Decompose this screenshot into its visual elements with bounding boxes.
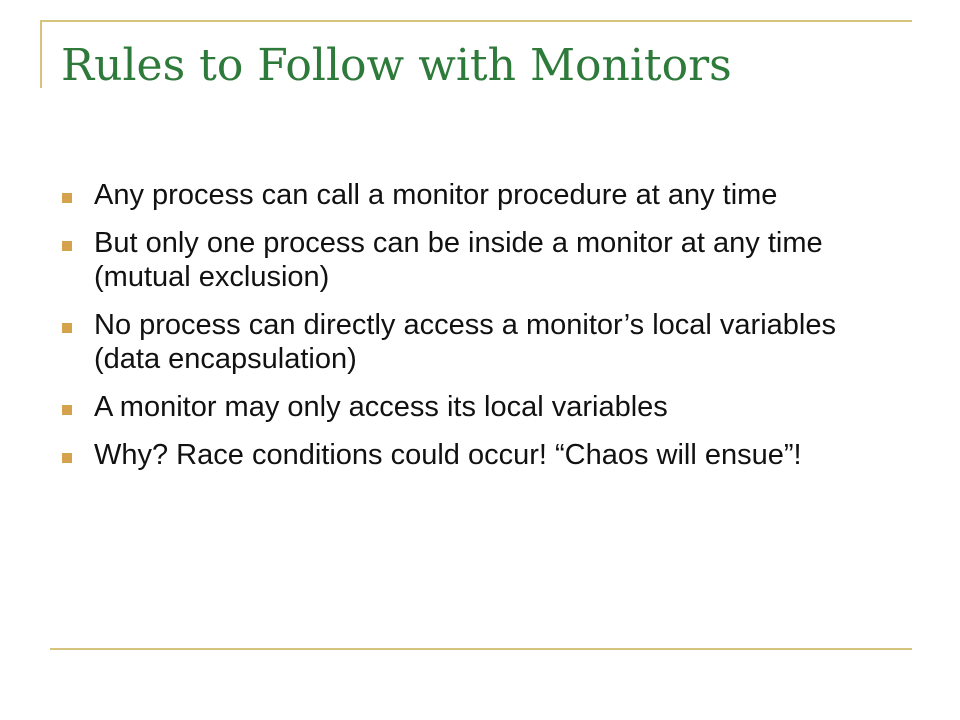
square-bullet-icon <box>62 453 72 463</box>
bullet-text: Any process can call a monitor procedure at any time <box>94 179 778 211</box>
bullet-list <box>60 178 910 486</box>
square-bullet-icon <box>62 241 72 251</box>
bullet-item <box>60 390 910 424</box>
slide-title: Rules to Follow with Monitors <box>61 40 732 91</box>
bullet-item <box>60 438 910 472</box>
bullet-text: But only one process can be inside a monitor at any time (mutual exclusion) <box>94 227 823 293</box>
bullet-text: No process can directly access a monitor’s local variables (data encapsulation) <box>94 309 836 375</box>
bullet-text: A monitor may only access its local variables <box>94 391 668 423</box>
frame-left-rule <box>40 20 42 88</box>
frame-bottom-rule <box>50 648 912 650</box>
bullet-item <box>60 226 910 294</box>
bullet-item <box>60 308 910 376</box>
square-bullet-icon <box>62 323 72 333</box>
frame-top-rule <box>40 20 912 22</box>
bullet-text: Why? Race conditions could occur! “Chaos will ensue”! <box>94 439 802 471</box>
square-bullet-icon <box>62 405 72 415</box>
square-bullet-icon <box>62 193 72 203</box>
bullet-item <box>60 178 910 212</box>
